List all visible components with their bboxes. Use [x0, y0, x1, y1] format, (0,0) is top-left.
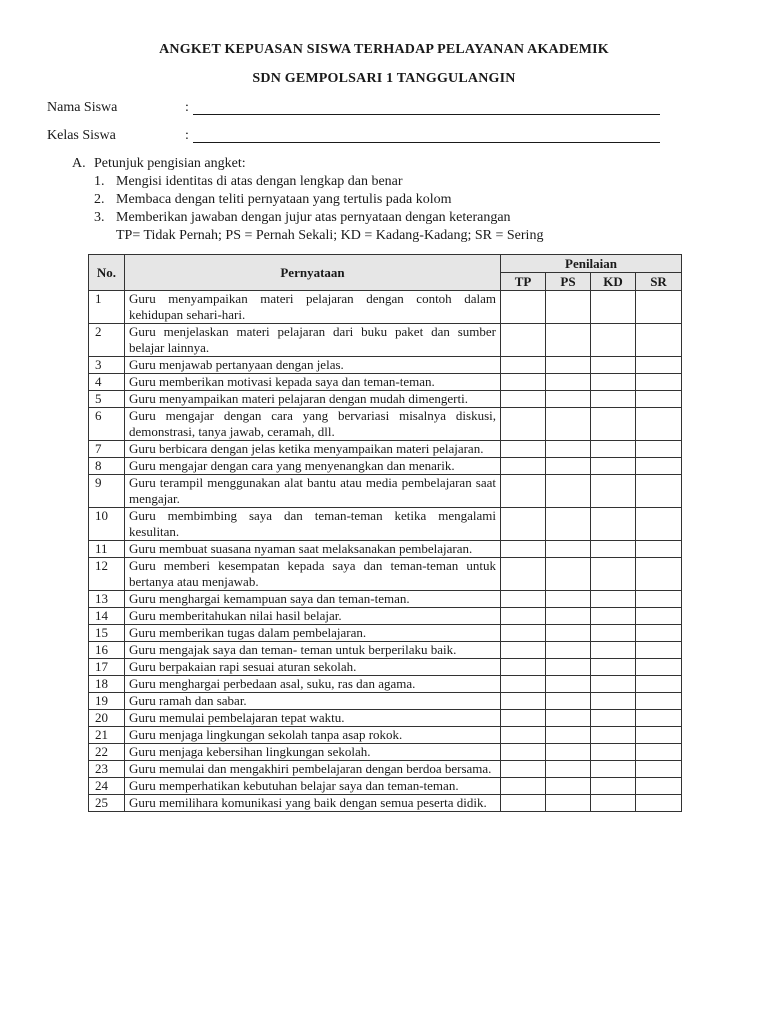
- rating-cell-tp[interactable]: [501, 508, 546, 541]
- table-row: [89, 357, 682, 374]
- student-class-blank[interactable]: [193, 142, 660, 143]
- column-header-ps: PS: [546, 273, 591, 291]
- row-number: 6: [89, 408, 125, 441]
- statement-text: Guru memperhatikan kebutuhan belajar saya dan teman-teman.: [125, 778, 501, 795]
- row-number: 22: [89, 744, 125, 761]
- table-row: [89, 508, 682, 541]
- student-name-blank[interactable]: [193, 114, 660, 115]
- rating-cell-sr[interactable]: [636, 374, 682, 391]
- rating-cell-kd[interactable]: [591, 408, 636, 441]
- rating-cell-kd[interactable]: [591, 744, 636, 761]
- row-number: 2: [89, 324, 125, 357]
- row-number: 21: [89, 727, 125, 744]
- statement-text: Guru menyampaikan materi pelajaran dengan mudah dimengerti.: [125, 391, 501, 408]
- rating-cell-sr[interactable]: [636, 642, 682, 659]
- rating-cell-kd[interactable]: [591, 291, 636, 324]
- survey-table: [88, 254, 682, 812]
- rating-cell-kd[interactable]: [591, 441, 636, 458]
- column-header-statement: Pernyataan: [125, 255, 501, 291]
- statement-text: Guru menjaga lingkungan sekolah tanpa asap rokok.: [125, 727, 501, 744]
- rating-cell-sr[interactable]: [636, 508, 682, 541]
- rating-cell-ps[interactable]: [546, 744, 591, 761]
- row-number: 1: [89, 291, 125, 324]
- rating-cell-ps[interactable]: [546, 642, 591, 659]
- row-number: 8: [89, 458, 125, 475]
- student-name-label: Nama Siswa: [47, 100, 118, 115]
- row-number: 13: [89, 591, 125, 608]
- column-header-no: No.: [89, 255, 125, 291]
- table-row: [89, 778, 682, 795]
- rating-cell-tp[interactable]: [501, 357, 546, 374]
- rating-cell-ps[interactable]: [546, 475, 591, 508]
- rating-cell-ps[interactable]: [546, 608, 591, 625]
- school-name: SDN GEMPOLSARI 1 TANGGULANGIN: [252, 71, 516, 86]
- rating-cell-kd[interactable]: [591, 642, 636, 659]
- statement-text: Guru memberikan tugas dalam pembelajaran.: [125, 625, 501, 642]
- rating-cell-tp[interactable]: [501, 591, 546, 608]
- student-name-colon: :: [185, 100, 189, 115]
- row-number: 10: [89, 508, 125, 541]
- table-row: [89, 475, 682, 508]
- statement-text: Guru memberitahukan nilai hasil belajar.: [125, 608, 501, 625]
- rating-cell-tp[interactable]: [501, 291, 546, 324]
- rating-cell-tp[interactable]: [501, 710, 546, 727]
- row-number: 11: [89, 541, 125, 558]
- instruction-item: [72, 173, 672, 191]
- rating-legend: TP= Tidak Pernah; PS = Pernah Sekali; KD = Kadang-Kadang; SR = Sering: [116, 228, 544, 243]
- table-row: [89, 541, 682, 558]
- rating-cell-tp[interactable]: [501, 676, 546, 693]
- statement-text: Guru memulai dan mengakhiri pembelajaran dengan berdoa bersama.: [125, 761, 501, 778]
- rating-cell-tp[interactable]: [501, 541, 546, 558]
- statement-text: Guru memilihara komunikasi yang baik dengan semua peserta didik.: [125, 795, 501, 812]
- instructions-heading: Petunjuk pengisian angket:: [94, 156, 246, 171]
- rating-cell-ps[interactable]: [546, 408, 591, 441]
- row-number: 12: [89, 558, 125, 591]
- row-number: 25: [89, 795, 125, 812]
- row-number: 16: [89, 642, 125, 659]
- instruction-item: [72, 191, 672, 209]
- rating-cell-tp[interactable]: [501, 558, 546, 591]
- rating-cell-tp[interactable]: [501, 441, 546, 458]
- statement-text: Guru menjaga kebersihan lingkungan sekolah.: [125, 744, 501, 761]
- rating-cell-tp[interactable]: [501, 795, 546, 812]
- row-number: 3: [89, 357, 125, 374]
- table-row: [89, 693, 682, 710]
- statement-text: Guru menjelaskan materi pelajaran dari buku paket dan sumber belajar lainnya.: [125, 324, 501, 357]
- statement-text: Guru memberikan motivasi kepada saya dan teman-teman.: [125, 374, 501, 391]
- document-title: ANGKET KEPUASAN SISWA TERHADAP PELAYANAN AKADEMIK: [159, 42, 609, 57]
- column-header-rating: Penilaian: [501, 255, 682, 273]
- rating-cell-sr[interactable]: [636, 676, 682, 693]
- rating-cell-ps[interactable]: [546, 374, 591, 391]
- row-number: 7: [89, 441, 125, 458]
- row-number: 18: [89, 676, 125, 693]
- rating-cell-kd[interactable]: [591, 727, 636, 744]
- rating-cell-kd[interactable]: [591, 795, 636, 812]
- rating-cell-kd[interactable]: [591, 391, 636, 408]
- rating-cell-ps[interactable]: [546, 391, 591, 408]
- rating-cell-sr[interactable]: [636, 761, 682, 778]
- rating-cell-ps[interactable]: [546, 676, 591, 693]
- row-number: 15: [89, 625, 125, 642]
- rating-cell-sr[interactable]: [636, 291, 682, 324]
- rating-cell-kd[interactable]: [591, 659, 636, 676]
- statement-text: Guru menjawab pertanyaan dengan jelas.: [125, 357, 501, 374]
- rating-cell-sr[interactable]: [636, 558, 682, 591]
- rating-cell-sr[interactable]: [636, 458, 682, 475]
- table-row: [89, 441, 682, 458]
- table-row: [89, 761, 682, 778]
- rating-cell-tp[interactable]: [501, 693, 546, 710]
- statement-text: Guru menghargai kemampuan saya dan teman-teman.: [125, 591, 501, 608]
- rating-cell-sr[interactable]: [636, 727, 682, 744]
- column-header-sr: SR: [636, 273, 682, 291]
- rating-cell-sr[interactable]: [636, 391, 682, 408]
- rating-cell-kd[interactable]: [591, 608, 636, 625]
- rating-cell-kd[interactable]: [591, 676, 636, 693]
- survey-table-body: [89, 291, 682, 812]
- student-name-field: [47, 100, 627, 118]
- rating-cell-sr[interactable]: [636, 591, 682, 608]
- rating-cell-tp[interactable]: [501, 374, 546, 391]
- rating-cell-tp[interactable]: [501, 475, 546, 508]
- row-number: 20: [89, 710, 125, 727]
- rating-cell-sr[interactable]: [636, 357, 682, 374]
- rating-cell-sr[interactable]: [636, 324, 682, 357]
- statement-text: Guru menghargai perbedaan asal, suku, ras dan agama.: [125, 676, 501, 693]
- instruction-number: 2.: [94, 192, 105, 207]
- table-row: [89, 659, 682, 676]
- statement-text: Guru membimbing saya dan teman-teman ketika mengalami kesulitan.: [125, 508, 501, 541]
- rating-cell-ps[interactable]: [546, 591, 591, 608]
- row-number: 19: [89, 693, 125, 710]
- table-row: [89, 558, 682, 591]
- rating-cell-tp[interactable]: [501, 642, 546, 659]
- rating-cell-sr[interactable]: [636, 441, 682, 458]
- rating-cell-ps[interactable]: [546, 761, 591, 778]
- rating-cell-tp[interactable]: [501, 324, 546, 357]
- rating-legend-row: [72, 227, 672, 245]
- statement-text: Guru mengajak saya dan teman- teman untuk berperilaku baik.: [125, 642, 501, 659]
- column-header-tp: TP: [501, 273, 546, 291]
- table-row: [89, 391, 682, 408]
- rating-cell-ps[interactable]: [546, 541, 591, 558]
- rating-cell-ps[interactable]: [546, 291, 591, 324]
- table-row: [89, 744, 682, 761]
- rating-cell-ps[interactable]: [546, 441, 591, 458]
- rating-cell-sr[interactable]: [636, 778, 682, 795]
- rating-cell-tp[interactable]: [501, 659, 546, 676]
- instruction-text: Membaca dengan teliti pernyataan yang tertulis pada kolom: [116, 192, 452, 207]
- rating-cell-kd[interactable]: [591, 591, 636, 608]
- table-row: [89, 727, 682, 744]
- rating-cell-sr[interactable]: [636, 710, 682, 727]
- table-row: [89, 374, 682, 391]
- rating-cell-kd[interactable]: [591, 710, 636, 727]
- statement-text: Guru terampil menggunakan alat bantu atau media pembelajaran saat mengajar.: [125, 475, 501, 508]
- rating-cell-sr[interactable]: [636, 625, 682, 642]
- section-marker: A.: [72, 156, 86, 171]
- table-row: [89, 591, 682, 608]
- table-row: [89, 324, 682, 357]
- rating-cell-ps[interactable]: [546, 778, 591, 795]
- rating-cell-sr[interactable]: [636, 744, 682, 761]
- student-class-colon: :: [185, 128, 189, 143]
- table-row: [89, 795, 682, 812]
- rating-cell-kd[interactable]: [591, 558, 636, 591]
- table-row: [89, 408, 682, 441]
- rating-cell-tp[interactable]: [501, 761, 546, 778]
- statement-text: Guru mengajar dengan cara yang bervariasi misalnya diskusi, demonstrasi, tanya jawab, ceramah, dll.: [125, 408, 501, 441]
- instruction-text: Mengisi identitas di atas dengan lengkap dan benar: [116, 174, 403, 189]
- table-row: [89, 458, 682, 475]
- statement-text: Guru menyampaikan materi pelajaran dengan contoh dalam kehidupan sehari-hari.: [125, 291, 501, 324]
- row-number: 4: [89, 374, 125, 391]
- rating-cell-tp[interactable]: [501, 625, 546, 642]
- rating-cell-tp[interactable]: [501, 458, 546, 475]
- row-number: 24: [89, 778, 125, 795]
- rating-cell-kd[interactable]: [591, 508, 636, 541]
- rating-cell-kd[interactable]: [591, 357, 636, 374]
- statement-text: Guru mengajar dengan cara yang menyenangkan dan menarik.: [125, 458, 501, 475]
- rating-cell-kd[interactable]: [591, 761, 636, 778]
- rating-cell-ps[interactable]: [546, 659, 591, 676]
- rating-cell-kd[interactable]: [591, 374, 636, 391]
- statement-text: Guru memulai pembelajaran tepat waktu.: [125, 710, 501, 727]
- rating-cell-tp[interactable]: [501, 391, 546, 408]
- rating-cell-tp[interactable]: [501, 408, 546, 441]
- row-number: 9: [89, 475, 125, 508]
- statement-text: Guru berbicara dengan jelas ketika menyampaikan materi pelajaran.: [125, 441, 501, 458]
- table-row: [89, 608, 682, 625]
- instructions-heading-row: [72, 155, 672, 173]
- table-row: [89, 642, 682, 659]
- rating-cell-sr[interactable]: [636, 795, 682, 812]
- column-header-kd: KD: [591, 273, 636, 291]
- row-number: 5: [89, 391, 125, 408]
- instruction-text: Memberikan jawaban dengan jujur atas pernyataan dengan keterangan: [116, 210, 511, 225]
- rating-cell-kd[interactable]: [591, 541, 636, 558]
- rating-cell-sr[interactable]: [636, 475, 682, 508]
- rating-cell-ps[interactable]: [546, 558, 591, 591]
- rating-cell-kd[interactable]: [591, 324, 636, 357]
- rating-cell-sr[interactable]: [636, 608, 682, 625]
- rating-cell-kd[interactable]: [591, 778, 636, 795]
- rating-cell-ps[interactable]: [546, 693, 591, 710]
- rating-cell-sr[interactable]: [636, 408, 682, 441]
- rating-cell-sr[interactable]: [636, 541, 682, 558]
- instruction-item: [72, 209, 672, 227]
- statement-text: Guru berpakaian rapi sesuai aturan sekolah.: [125, 659, 501, 676]
- rating-cell-tp[interactable]: [501, 778, 546, 795]
- row-number: 14: [89, 608, 125, 625]
- rating-cell-kd[interactable]: [591, 458, 636, 475]
- rating-cell-kd[interactable]: [591, 625, 636, 642]
- rating-cell-ps[interactable]: [546, 458, 591, 475]
- student-class-label: Kelas Siswa: [47, 128, 116, 143]
- table-row: [89, 676, 682, 693]
- instructions: [72, 155, 672, 245]
- rating-cell-kd[interactable]: [591, 693, 636, 710]
- rating-cell-tp[interactable]: [501, 608, 546, 625]
- table-row: [89, 710, 682, 727]
- table-row: [89, 291, 682, 324]
- rating-cell-ps[interactable]: [546, 727, 591, 744]
- rating-cell-ps[interactable]: [546, 508, 591, 541]
- row-number: 23: [89, 761, 125, 778]
- instruction-number: 1.: [94, 174, 105, 189]
- rating-cell-ps[interactable]: [546, 324, 591, 357]
- rating-cell-kd[interactable]: [591, 475, 636, 508]
- student-class-field: [47, 128, 627, 146]
- rating-cell-ps[interactable]: [546, 710, 591, 727]
- statement-text: Guru memberi kesempatan kepada saya dan teman-teman untuk bertanya atau menjawab.: [125, 558, 501, 591]
- rating-cell-tp[interactable]: [501, 744, 546, 761]
- rating-cell-sr[interactable]: [636, 693, 682, 710]
- statement-text: Guru membuat suasana nyaman saat melaksanakan pembelajaran.: [125, 541, 501, 558]
- statement-text: Guru ramah dan sabar.: [125, 693, 501, 710]
- instruction-number: 3.: [94, 210, 105, 225]
- table-row: [89, 625, 682, 642]
- rating-cell-tp[interactable]: [501, 727, 546, 744]
- rating-cell-ps[interactable]: [546, 625, 591, 642]
- row-number: 17: [89, 659, 125, 676]
- rating-cell-ps[interactable]: [546, 357, 591, 374]
- rating-cell-sr[interactable]: [636, 659, 682, 676]
- rating-cell-ps[interactable]: [546, 795, 591, 812]
